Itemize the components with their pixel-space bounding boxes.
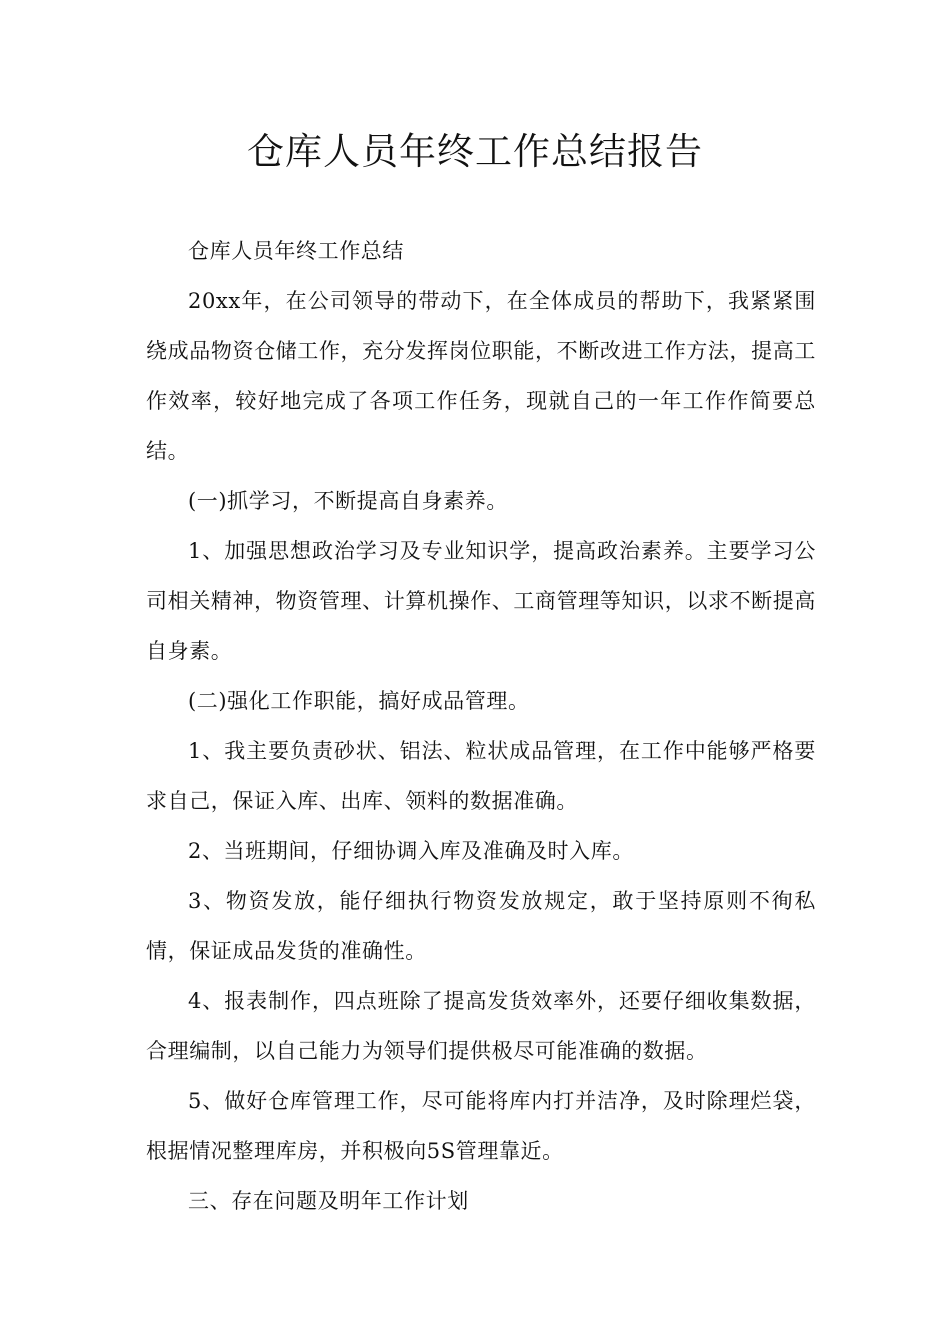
paragraph-item-4: 4、报表制作，四点班除了提高发货效率外，还要仔细收集数据，合理编制，以自己能力为领导们提供极尽可能准确的数据。 bbox=[146, 989, 816, 1063]
document-title: 仓库人员年终工作总结报告 bbox=[247, 130, 703, 173]
section-heading-2: (二)强化工作职能，搞好成品管理。 bbox=[188, 689, 530, 713]
paragraph-item-2: 2、当班期间，仔细协调入库及准确及时入库。 bbox=[188, 839, 634, 863]
paragraph-item-1: 1、我主要负责砂状、铝法、粒状成品管理，在工作中能够严格要求自己，保证入库、出库、领料的数据准确。 bbox=[146, 739, 816, 813]
paragraph-item-3: 3、物资发放，能仔细执行物资发放规定，敢于坚持原则不徇私情，保证成品发货的准确性。 bbox=[146, 889, 816, 963]
paragraph-intro: 20xx年，在公司领导的带动下，在全体成员的帮助下，我紧紧围绕成品物资仓储工作，充分发挥岗位职能，不断改进工作方法，提高工作效率，较好地完成了各项工作任务，现就自己的一年工作作简要总结。 bbox=[146, 289, 816, 463]
section-heading-3: 三、存在问题及明年工作计划 bbox=[188, 1189, 469, 1213]
paragraph-heading: 仓库人员年终工作总结 bbox=[188, 239, 404, 263]
paragraph-item-5: 5、做好仓库管理工作，尽可能将库内打并洁净，及时除理烂袋，根据情况整理库房，并积极向5S管理靠近。 bbox=[146, 1089, 816, 1163]
paragraph-study: 1、加强思想政治学习及专业知识学，提高政治素养。主要学习公司相关精神，物资管理、计算机操作、工商管理等知识，以求不断提高自身素。 bbox=[146, 539, 816, 663]
document-body bbox=[146, 226, 816, 1226]
section-heading-1: (一)抓学习，不断提高自身素养。 bbox=[188, 489, 508, 513]
